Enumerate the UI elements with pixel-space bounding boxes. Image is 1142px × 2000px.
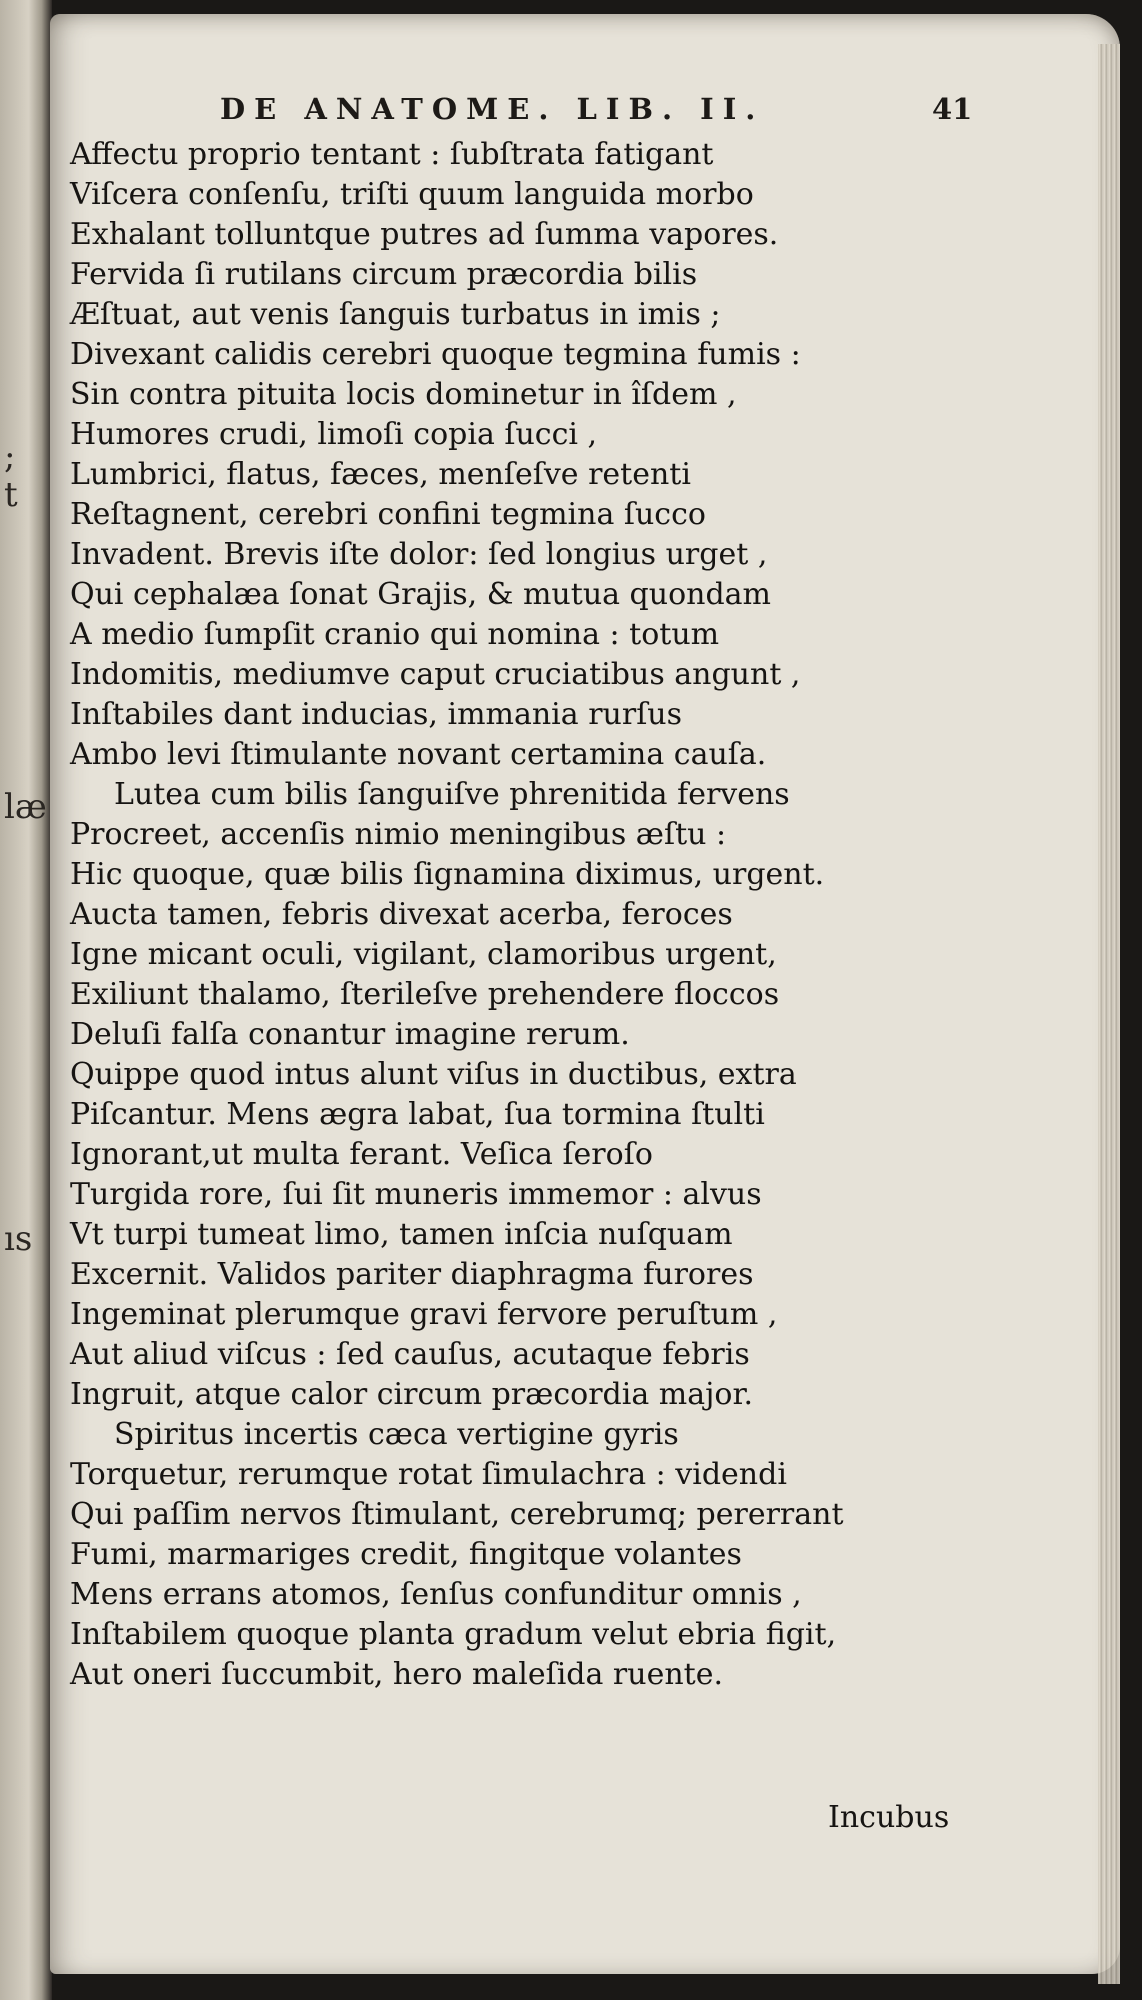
verse-line: Viſcera conſenſu, triſti quum languida morbo: [70, 177, 754, 212]
verse-line: Affectu proprio tentant : ſubſtrata fatigant: [70, 137, 714, 172]
verse-line: Aut oneri ſuccumbit, hero maleſida ruente.: [70, 1657, 724, 1692]
verse-line: Divexant calidis cerebri quoque tegmina fumis :: [70, 337, 801, 372]
verse-line: Vt turpi tumeat limo, tamen inſcia nuſquam: [70, 1217, 733, 1252]
verse-line: Inſtabiles dant inducias, immania rurſus: [70, 697, 683, 732]
verse-line: Spiritus incertis cæca vertigine gyris: [114, 1417, 679, 1452]
verse-line: Hic quoque, quæ bilis ſignamina diximus, urgent.: [70, 857, 825, 892]
verse-line: Deluſi falſa conantur imagine rerum.: [70, 1017, 630, 1052]
verse-line: Procreet, accenſis nimio meningibus æſtu :: [70, 817, 727, 852]
verse-line: Aut aliud viſcus : ſed cauſus, acutaque febris: [70, 1337, 750, 1372]
running-title: DE ANATOME. LIB. II.: [220, 92, 765, 126]
verse-line: Indomitis, mediumve caput cruciatibus angunt ,: [70, 657, 801, 692]
verse-block: [70, 135, 990, 1695]
page-edges: [1098, 44, 1120, 1984]
catchword: Incubus: [828, 1800, 950, 1835]
verse-line: Qui cephalæa ſonat Grajis, & mutua quondam: [70, 577, 772, 612]
verse-line: Reſtagnent, cerebri confini tegmina ſucco: [70, 497, 706, 532]
verse-line: Aucta tamen, febris divexat acerba, feroces: [70, 897, 733, 932]
verse-line: Ambo levi ſtimulante novant certamina cauſa.: [70, 737, 767, 772]
verse-line: Sin contra pituita locis dominetur in îſdem ,: [70, 377, 737, 412]
page-number: 41: [932, 92, 973, 126]
verse-line: Excernit. Validos pariter diaphragma furores: [70, 1257, 754, 1292]
verse-line: Ingruit, atque calor circum præcordia major.: [70, 1377, 754, 1412]
verse-line: Exhalant tolluntque putres ad ſumma vapores.: [70, 217, 779, 252]
running-head: [0, 92, 1142, 132]
verse-line: Ingeminat plerumque gravi fervore peruſtum ,: [70, 1297, 778, 1332]
verse-line: Turgida rore, ſui ſit muneris immemor : alvus: [70, 1177, 762, 1212]
verse-line: Humores crudi, limoſi copia ſucci ,: [70, 417, 598, 452]
verse-line: Invadent. Brevis iſte dolor: ſed longius urget ,: [70, 537, 768, 572]
left-page-fragment: ;: [4, 437, 16, 477]
verse-line: Lutea cum bilis ſanguiſve phrenitida fervens: [114, 777, 790, 812]
left-page-fragment: t: [4, 475, 18, 515]
verse-line: Ignorant,ut multa ferant. Veſica ſeroſo: [70, 1137, 653, 1172]
verse-line: Lumbrici, flatus, fæces, menſeſve retenti: [70, 457, 691, 492]
verse-line: Igne micant oculi, vigilant, clamoribus urgent,: [70, 937, 777, 972]
verse-line: A medio ſumpſit cranio qui nomina : totum: [70, 617, 720, 652]
verse-line: Æſtuat, aut venis ſanguis turbatus in imis ;: [70, 297, 721, 332]
verse-line: Exiliunt thalamo, ſterileſve prehendere floccos: [70, 977, 780, 1012]
left-page-edge: [0, 0, 52, 2000]
verse-line: Mens errans atomos, ſenſus confunditur omnis ,: [70, 1577, 802, 1612]
verse-line: Qui paſſim nervos ſtimulant, cerebrumq; pererrant: [70, 1497, 844, 1532]
verse-line: Inſtabilem quoque planta gradum velut ebria figit,: [70, 1617, 837, 1652]
verse-line: Fervida ſi rutilans circum præcordia bilis: [70, 257, 698, 292]
left-page-fragment: læ: [4, 787, 47, 827]
verse-line: Fumi, marmariges credit, fingitque volantes: [70, 1537, 742, 1572]
verse-line: Quippe quod intus alunt viſus in ductibus, extra: [70, 1057, 797, 1092]
verse-line: Piſcantur. Mens ægra labat, ſua tormina ſtulti: [70, 1097, 765, 1132]
left-page-fragment: ıs: [4, 1219, 33, 1259]
verse-line: Torquetur, rerumque rotat ſimulachra : videndi: [70, 1457, 787, 1492]
